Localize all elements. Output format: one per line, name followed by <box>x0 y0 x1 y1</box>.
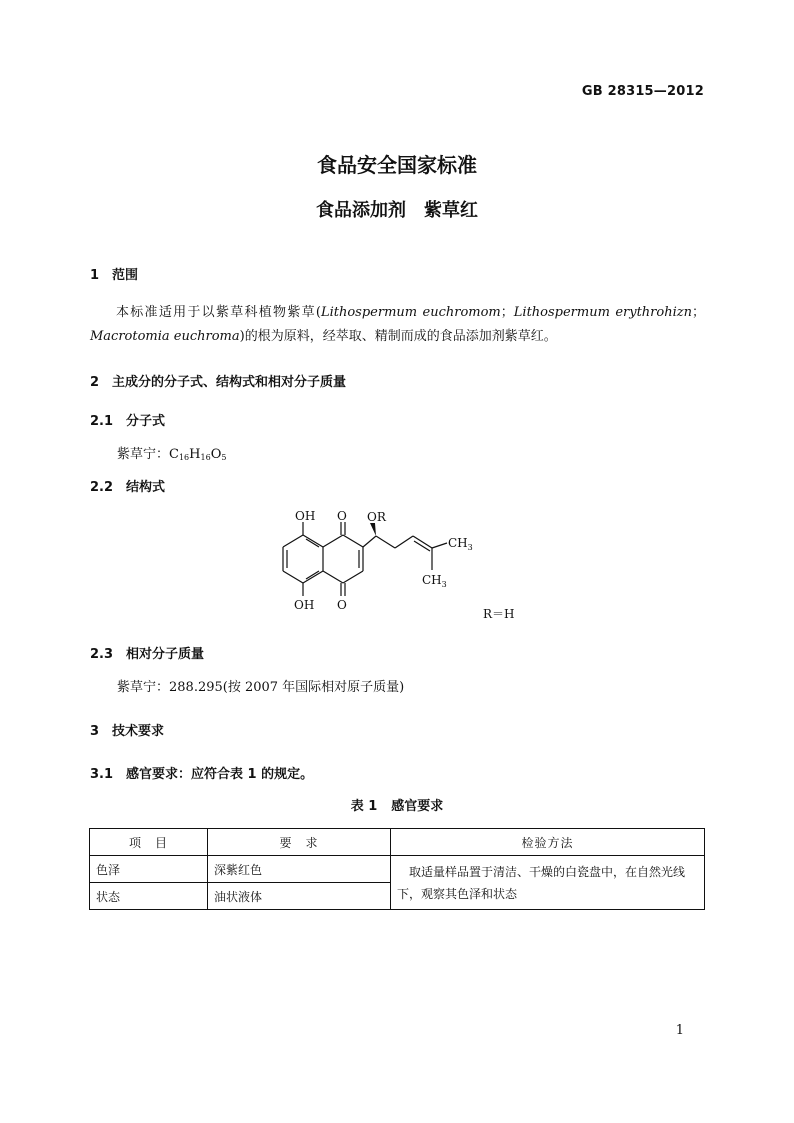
bond <box>363 536 376 547</box>
section-number: 2.1 <box>90 414 114 429</box>
table-row <box>90 856 705 883</box>
element-o: O <box>210 447 222 462</box>
formula-label: 紫草宁： <box>117 447 170 462</box>
oh-top-label: OH <box>295 509 316 523</box>
o-bottom-label: O <box>337 598 347 612</box>
separator: ； <box>500 305 514 320</box>
table-caption <box>0 795 794 814</box>
separator: ； <box>691 305 705 320</box>
section-number: 2 <box>90 375 100 390</box>
cell-requirement: 油状液体 <box>208 883 391 910</box>
section-number: 3 <box>90 724 100 739</box>
cell-item: 状态 <box>90 883 208 910</box>
molecular-mass: 紫草宁：288.295(按 2007 年国际相对原子质量) <box>117 680 405 695</box>
section-2-heading <box>90 371 346 390</box>
latin-name: Macrotomia euchroma <box>90 329 240 344</box>
double-bond <box>414 541 430 551</box>
section-2-3-heading <box>90 643 204 662</box>
header-requirement: 要 求 <box>208 829 391 856</box>
scope-paragraph <box>90 301 705 349</box>
bond <box>323 571 343 583</box>
scope-text-end: )的根为原料，经萃取、精制而成的食品添加剂紫草红。 <box>239 329 557 344</box>
o-top-label: O <box>337 509 347 523</box>
section-title: 结构式 <box>126 480 166 495</box>
table-header-row <box>90 829 705 856</box>
section-title: 范围 <box>112 268 139 283</box>
page-number: 1 <box>675 1023 684 1038</box>
header-method: 检验方法 <box>391 829 705 856</box>
molecular-formula <box>117 443 226 462</box>
latin-name: Lithospermum erythrohizn <box>513 305 692 320</box>
bond <box>395 536 413 548</box>
section-title: 主成分的分子式、结构式和相对分子质量 <box>112 375 347 390</box>
section-title: 技术要求 <box>112 724 165 739</box>
bond <box>343 571 363 583</box>
section-2-1-heading <box>90 410 165 429</box>
table-title: 感官要求 <box>391 799 444 814</box>
bond <box>303 571 323 583</box>
table-number: 表 1 <box>350 799 378 814</box>
scope-text-start: 本标准适用于以紫草科植物紫草( <box>116 305 321 320</box>
count-o: 5 <box>221 453 227 462</box>
element-h: H <box>189 447 201 462</box>
latin-name: Lithospermum euchromom <box>320 305 501 320</box>
section-1-heading <box>90 264 138 283</box>
section-number: 2.2 <box>90 480 114 495</box>
or-label: OR <box>367 510 386 524</box>
r-definition: R＝H <box>483 607 515 621</box>
section-number: 1 <box>90 268 100 283</box>
section-3-1-heading <box>90 763 313 782</box>
ch3-bottom-text: CH <box>422 573 442 587</box>
wedge-bond <box>370 523 376 536</box>
section-2-2-heading <box>90 476 165 495</box>
section-number: 2.3 <box>90 647 114 662</box>
bond <box>432 543 447 548</box>
header-item: 项 目 <box>90 829 208 856</box>
section-title: 感官要求：应符合表 1 的规定。 <box>126 767 314 782</box>
bond <box>323 535 343 547</box>
bond <box>283 571 303 583</box>
section-number: 3.1 <box>90 767 114 782</box>
ch3-top-label <box>448 536 473 552</box>
ch3-bottom-sub: 3 <box>441 580 447 589</box>
structural-formula <box>260 508 530 626</box>
count-c: 16 <box>178 453 190 462</box>
ch3-top-text: CH <box>448 536 468 550</box>
ch3-top-sub: 3 <box>467 543 473 552</box>
bond <box>303 535 323 547</box>
standard-number: GB 28315—2012 <box>581 84 704 99</box>
element-c: C <box>169 447 179 462</box>
bond <box>283 535 303 547</box>
document-subtitle: 食品添加剂 紫草红 <box>316 200 478 221</box>
document-title: 食品安全国家标准 <box>317 153 477 177</box>
section-3-heading <box>90 720 164 739</box>
section-title: 分子式 <box>126 414 166 429</box>
cell-requirement: 深紫红色 <box>208 856 391 883</box>
count-h: 16 <box>200 453 211 462</box>
bond <box>343 535 363 547</box>
bond <box>376 536 395 548</box>
section-title: 相对分子质量 <box>126 647 205 662</box>
oh-bottom-label: OH <box>294 598 315 612</box>
sensory-requirements-table <box>89 828 705 910</box>
cell-method: 取适量样品置于清洁、干燥的白瓷盘中，在自然光线下，观察其色泽和状态 <box>391 856 705 910</box>
cell-item: 色泽 <box>90 856 208 883</box>
ch3-bottom-label <box>422 573 447 589</box>
